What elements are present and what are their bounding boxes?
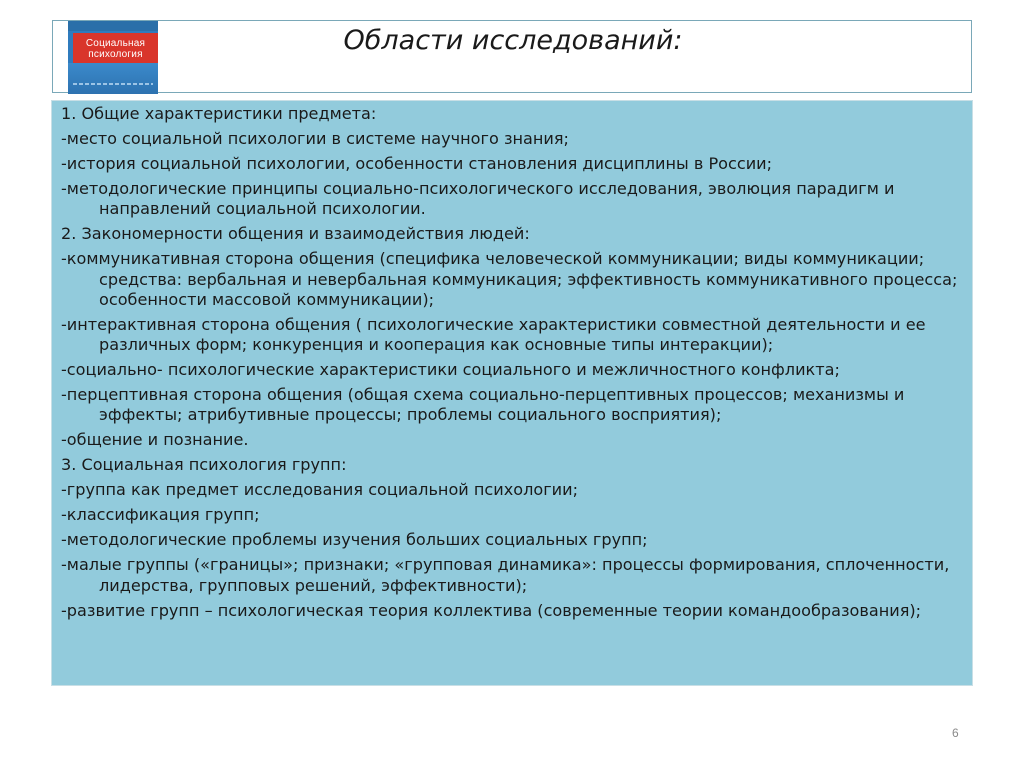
list-item: 2. Закономерности общения и взаимодействия людей: bbox=[61, 224, 530, 244]
list-item: -группа как предмет исследования социальной психологии; bbox=[61, 480, 579, 500]
list-item: -классификация групп; bbox=[61, 505, 260, 525]
list-item: -методологические проблемы изучения больших социальных групп; bbox=[61, 530, 648, 550]
list-item: -коммуникативная сторона общения (специфика человеческой коммуникации; виды коммуникации; средства: вербальная и невербальная коммуникация; эффективность коммуникативного процесса; особенности массовой коммуникации); bbox=[61, 249, 958, 309]
list-item: -развитие групп – психологическая теория коллектива (современные теории командообразования); bbox=[61, 600, 922, 620]
list-item: -малые группы («границы»; признаки; «групповая динамика»: процессы формирования, сплоченности, лидерства, групповых решений, эффективности); bbox=[61, 555, 950, 595]
book-cover-lower bbox=[68, 63, 158, 94]
list-item: -общение и познание. bbox=[61, 430, 249, 450]
list-item: -интерактивная сторона общения ( психологические характеристики совместной деятельности и ее различных форм; конкуренция и кооперация как основные типы интеракции); bbox=[61, 314, 926, 355]
list-item: -методологические принципы социально-психологического исследования, эволюция парадигм и направлений социальной психологии. bbox=[61, 178, 895, 219]
list-item: -история социальной психологии, особенности становления дисциплины в России; bbox=[61, 153, 773, 173]
book-cover-line2: психология bbox=[88, 49, 143, 60]
list-item: 3. Социальная психология групп: bbox=[61, 455, 347, 475]
page-number: 6 bbox=[952, 726, 959, 740]
book-cover-decoration bbox=[73, 83, 153, 85]
list-item: -социально- психологические характеристики социального и межличностного конфликта; bbox=[61, 360, 840, 380]
header-box bbox=[52, 20, 972, 93]
list-item: -место социальной психологии в системе научного знания; bbox=[61, 128, 569, 148]
content-box bbox=[51, 100, 973, 686]
page-title: Области исследований: bbox=[343, 25, 683, 56]
list-item: -перцептивная сторона общения (общая схема социально-перцептивных процессов; механизмы и эффекты; атрибутивные процессы; проблемы социального восприятия); bbox=[61, 385, 905, 425]
book-cover-line1: Социальная bbox=[85, 38, 146, 49]
list-item: 1. Общие характеристики предмета: bbox=[61, 104, 377, 123]
